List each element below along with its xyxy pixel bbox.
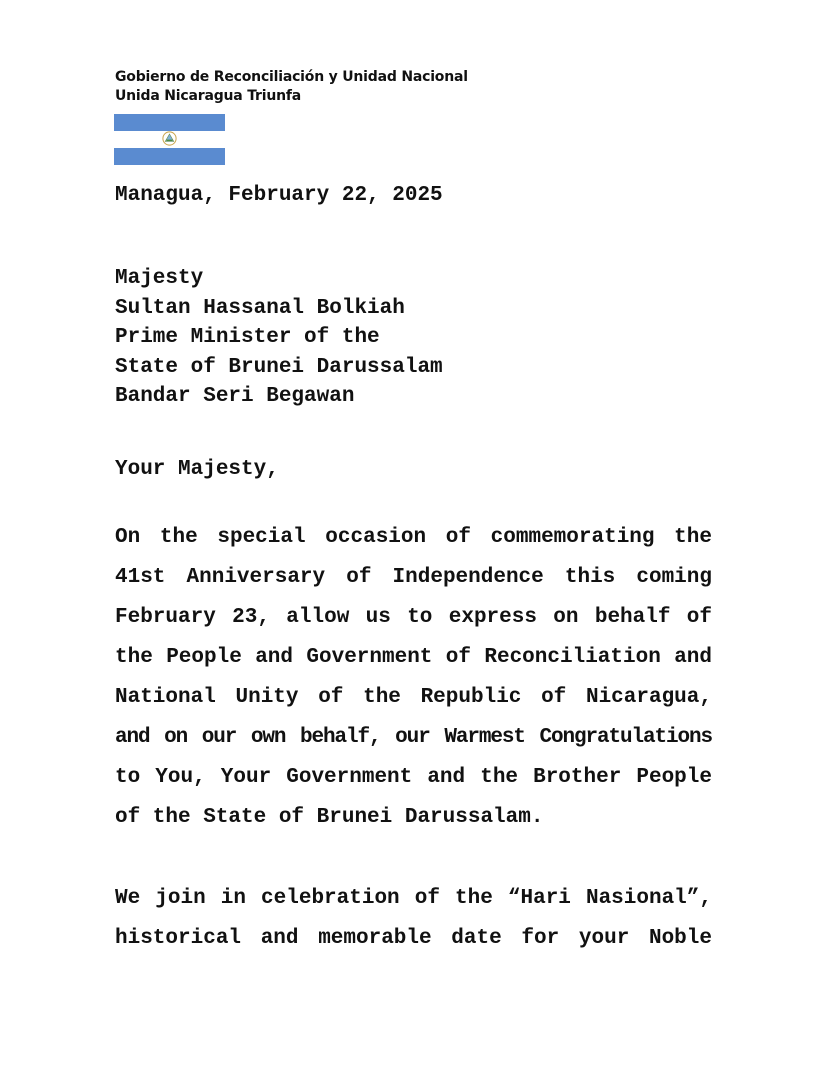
addressee-name: Sultan Hassanal Bolkiah — [115, 296, 405, 320]
body-paragraph-2 — [115, 879, 712, 959]
paragraph-line: On the special occasion of commemorating the — [115, 526, 712, 549]
letterhead — [115, 68, 468, 106]
paragraph-line: and on our own behalf, our Warmest Congratulations — [115, 726, 712, 749]
paragraph-line: the People and Government of Reconciliation and — [115, 646, 712, 669]
letterhead-government-name: Gobierno de Reconciliación y Unidad Nacional — [115, 69, 468, 85]
salutation: Your Majesty, — [115, 458, 279, 481]
flag-bottom-band — [114, 148, 225, 165]
letter-date: Managua, February 22, 2025 — [115, 184, 443, 207]
paragraph-line: February 23, allow us to express on behalf of — [115, 606, 712, 629]
paragraph-line: historical and memorable date for your Noble — [115, 927, 712, 950]
addressee-city: Bandar Seri Begawan — [115, 385, 355, 409]
paragraph-line: 41st Anniversary of Independence this coming — [115, 566, 712, 589]
addressee-title: Majesty — [115, 267, 204, 290]
addressee-position: Prime Minister of the — [115, 326, 380, 350]
paragraph-line: National Unity of the Republic of Nicaragua, — [115, 686, 712, 709]
paragraph-line: of the State of Brunei Darussalam. — [115, 806, 544, 829]
flag-top-band — [114, 114, 225, 131]
paragraph-line: We join in celebration of the “Hari Nasional”, — [115, 887, 712, 910]
nicaragua-flag-icon — [114, 114, 225, 165]
paragraph-line: to You, Your Government and the Brother People — [115, 766, 712, 789]
addressee-state: State of Brunei Darussalam — [115, 355, 443, 379]
letterhead-motto: Unida Nicaragua Triunfa — [115, 88, 301, 104]
body-paragraph-1 — [115, 518, 712, 838]
addressee-block — [115, 264, 443, 412]
coat-of-arms-icon — [162, 131, 177, 146]
